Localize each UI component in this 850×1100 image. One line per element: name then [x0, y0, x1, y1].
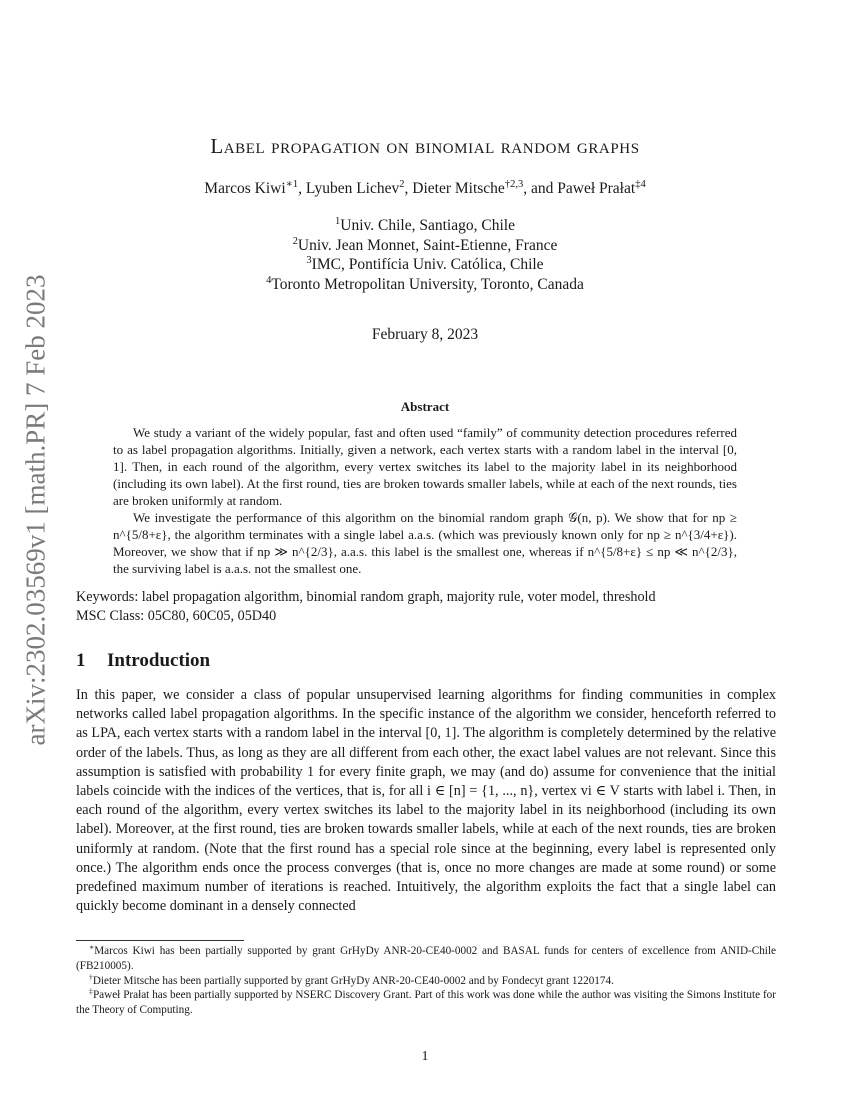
page-number: 1 — [421, 1049, 429, 1064]
affiliation-text: Univ. Jean Monnet, Saint-Etienne, France — [297, 236, 558, 254]
author-mark: ‡4 — [635, 178, 646, 190]
abstract-paragraph: We investigate the performance of this algorithm on the binomial random graph 𝒢(n, p). We show that for np ≥ n^{5/8+ε}, the algorithm terminates with a single label a.a.s. (which was previously known only for np ≥ n^{3/4+ε}). Moreover, we show that if np ≫ n^{2/3}, a.a.s. this label is the smallest one, whereas if n^{5/8+ε} ≤ np ≪ n^{2/3}, the surviving label is a.a.s. not the smallest one. — [113, 510, 737, 576]
footnote — [76, 988, 776, 1018]
keywords-line: Keywords: label propagation algorithm, binomial random graph, majority rule, voter model, threshold — [76, 589, 656, 605]
footnote-text: Dieter Mitsche has been partially supported by grant GrHyDy ANR-20-CE40-0002 and by Fondecyt grant 1220174. — [92, 974, 614, 987]
affiliation-mark: 3 — [306, 255, 312, 267]
arxiv-identifier: arXiv:2302.03569v1 [math.PR] 7 Feb 2023 — [20, 274, 51, 746]
affiliation — [0, 216, 850, 236]
footnote-mark: ∗ — [89, 942, 95, 952]
footnote — [76, 944, 776, 974]
author-name: Dieter Mitsche — [412, 180, 505, 197]
affiliation — [0, 275, 850, 295]
footnote-rule — [76, 940, 244, 941]
author-list — [0, 180, 850, 198]
abstract-heading: Abstract — [400, 399, 450, 414]
affiliation-list — [0, 216, 850, 294]
section-title: Introduction — [107, 650, 211, 671]
abstract-paragraph: We study a variant of the widely popular, fast and often used “family” of community detection procedures referred to as label propagation algorithms. Initially, given a network, each vertex starts with a random label in the interval [0, 1]. Then, in each round of the algorithm, every vertex switches its label to the majority label in its neighborhood (including its own label). At the first round, ties are broken towards smaller labels, while at each of the next rounds, ties are broken uniformly at random. — [113, 425, 737, 508]
author-separator: , — [298, 180, 306, 197]
affiliation-text: IMC, Pontifícia Univ. Católica, Chile — [311, 256, 544, 274]
author-name: Paweł Prałat — [557, 180, 636, 197]
footnote-mark: † — [89, 971, 93, 981]
author-separator: , — [404, 180, 413, 197]
publication-date: February 8, 2023 — [371, 326, 479, 343]
affiliation — [0, 236, 850, 256]
affiliation — [0, 255, 850, 275]
author-separator: , and — [523, 180, 558, 197]
section-heading — [76, 650, 210, 672]
author-mark: †2,3 — [504, 178, 524, 190]
abstract-body — [113, 424, 737, 577]
affiliation-mark: 4 — [266, 274, 272, 286]
introduction-body — [76, 686, 776, 916]
author-name: Lyuben Lichev — [305, 180, 400, 197]
body-paragraph: In this paper, we consider a class of popular unsupervised learning algorithms for finding communities in complex networks called label propagation algorithms. In the specific instance of the algorithm we consider, henceforth referred to as LPA, each vertex starts with a random label in the interval [0, 1]. The algorithm is completely determined by the relative order of the labels. Thus, as long as they are all different from each other, the exact label values are not relevant. Since this assumption is satisfied with probability 1 for every finite graph, we may (and do) assume for convenience that the initial labels coincide with the indices of the vertices, that is, for all i ∈ [n] = {1, ..., n}, vertex vi ∈ V starts with label i. Then, in each round of the algorithm, every vertex switches its label to the majority label in its neighborhood (including its own label). Moreover, at the first round, ties are broken towards smaller labels, while at each of the next rounds, ties are broken uniformly at random. (Note that the first round has a special role since at the beginning, every label is represented only once.) The algorithm ends once the process converges (that is, once no more changes are made at some round) or some predefined maximum number of iterations is reached. Intuitively, the algorithm exploits the fact that a single label can quickly become dominant in a densely connected — [76, 687, 776, 915]
author-name: Marcos Kiwi — [204, 180, 286, 197]
footnote-mark: ‡ — [89, 986, 93, 996]
author-mark: 2 — [399, 178, 405, 190]
section-number: 1 — [76, 650, 86, 671]
affiliation-text: Toronto Metropolitan University, Toronto, Canada — [271, 275, 584, 293]
footnotes — [76, 944, 776, 1018]
affiliation-mark: 1 — [335, 215, 341, 227]
author-mark: ∗1 — [285, 178, 299, 190]
footnote — [76, 971, 776, 989]
affiliation-text: Univ. Chile, Santiago, Chile — [340, 217, 515, 234]
keywords-block — [76, 588, 776, 626]
footnote-text: Marcos Kiwi has been partially supported by grant GrHyDy ANR-20-CE40-0002 and BASAL funds for centers of excellence from ANID-Chile (FB210005). — [76, 945, 776, 972]
affiliation-mark: 2 — [292, 235, 298, 247]
msc-class-line: MSC Class: 05C80, 60C05, 05D40 — [76, 608, 277, 624]
footnote-text: Paweł Prałat has been partially supported by NSERC Discovery Grant. Part of this work was done while the author was visiting the Simons Institute for the Theory of Computing. — [76, 989, 776, 1017]
paper-title: Label propagation on binomial random graphs — [210, 134, 640, 158]
